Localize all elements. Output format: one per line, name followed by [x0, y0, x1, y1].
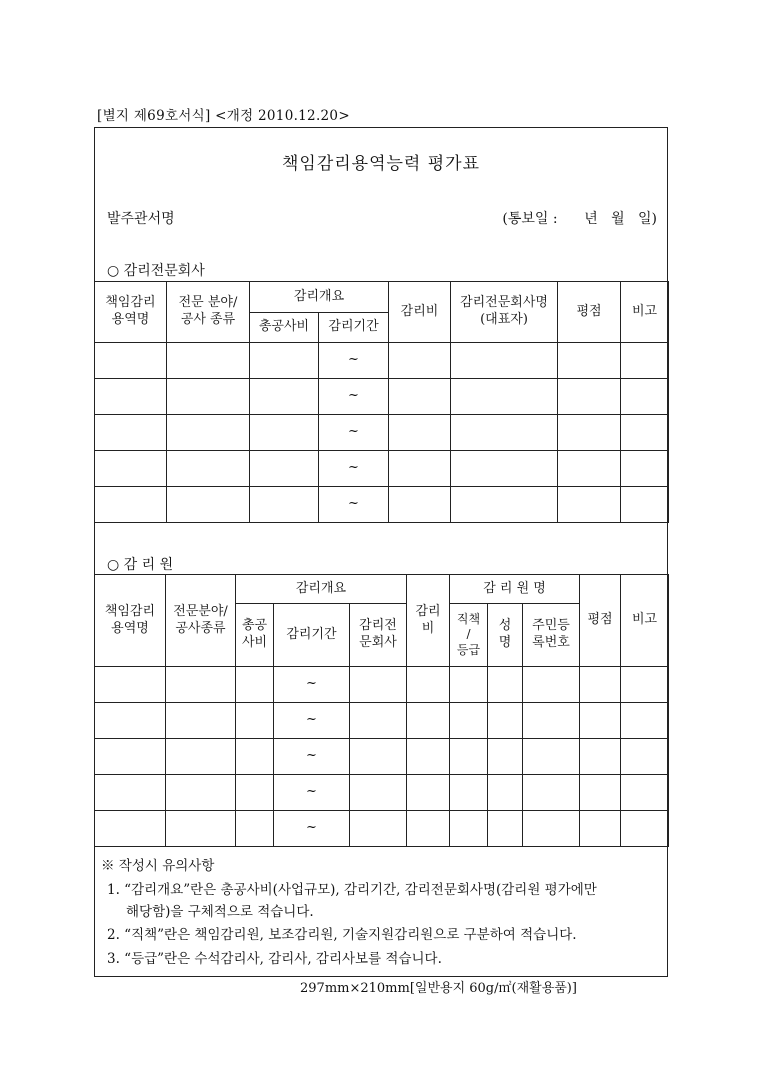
form-label: [별지 제69호서식] <개정 2010.12.20> [97, 108, 350, 124]
notice-date: (통보일 : 년 월 일) [502, 211, 657, 227]
notes-title: ※ 작성시 유의사항 [101, 858, 215, 874]
col-remark: 비고 [621, 282, 669, 343]
table-row: ~ [95, 379, 669, 415]
col-period: 감리기간 [319, 313, 389, 343]
table-row: ~ [95, 451, 669, 487]
col-fee: 감리 비 [407, 575, 450, 667]
col-fee: 감리비 [389, 282, 451, 343]
company-table [94, 281, 669, 523]
note-1-cont: 해당함)을 구체적으로 적습니다. [126, 904, 314, 920]
col-field: 전문 분야/ 공사 종류 [167, 282, 250, 343]
col-project: 책임감리 용역명 [95, 575, 166, 667]
col-company: 감리전 문회사 [350, 604, 407, 667]
col-company: 감리전문회사명 (대표자) [451, 282, 558, 343]
table-row: ~ [95, 487, 669, 523]
col-score: 평점 [558, 282, 621, 343]
col-position: 직책 / 등급 [450, 604, 488, 667]
col-inspector: 감 리 원 명 [450, 575, 580, 604]
table-row: ~ [95, 775, 669, 811]
col-period: 감리기간 [274, 604, 350, 667]
table-row: ~ [95, 667, 669, 703]
col-name: 성 명 [488, 604, 523, 667]
section-inspector-title: ○ 감 리 원 [107, 557, 174, 573]
col-rrn: 주민등 록번호 [523, 604, 580, 667]
evaluation-form [94, 127, 668, 977]
col-overview: 감리개요 [236, 575, 407, 604]
note-3: 3. “등급”란은 수석감리사, 감리사, 감리사보를 적습니다. [107, 951, 442, 967]
table-row: ~ [95, 703, 669, 739]
table-row: ~ [95, 811, 669, 847]
inspector-table [94, 574, 669, 847]
paper-spec-footer: 297mm×210mm[일반용지 60g/㎡(재활용품)] [300, 981, 577, 996]
table-row: ~ [95, 415, 669, 451]
page-title: 책임감리용역능력 평가표 [281, 154, 481, 174]
col-remark: 비고 [621, 575, 669, 667]
col-overview: 감리개요 [250, 282, 389, 313]
note-1: 1. “감리개요”란은 총공사비(사업규모), 감리기간, 감리전문회사명(감리원 평가에만 [107, 882, 597, 898]
section-company-title: ○ 감리전문회사 [107, 263, 205, 279]
agency-label: 발주관서명 [107, 211, 175, 227]
note-2: 2. “직책”란은 책임감리원, 보조감리원, 기술지원감리원으로 구분하여 적습니다. [107, 927, 577, 943]
table-row: ~ [95, 343, 669, 379]
col-total-cost: 총공 사비 [236, 604, 274, 667]
table-row: ~ [95, 739, 669, 775]
col-score: 평점 [580, 575, 621, 667]
col-project: 책임감리 용역명 [95, 282, 167, 343]
col-field: 전문분야/ 공사종류 [166, 575, 236, 667]
col-total-cost: 총공사비 [250, 313, 319, 343]
